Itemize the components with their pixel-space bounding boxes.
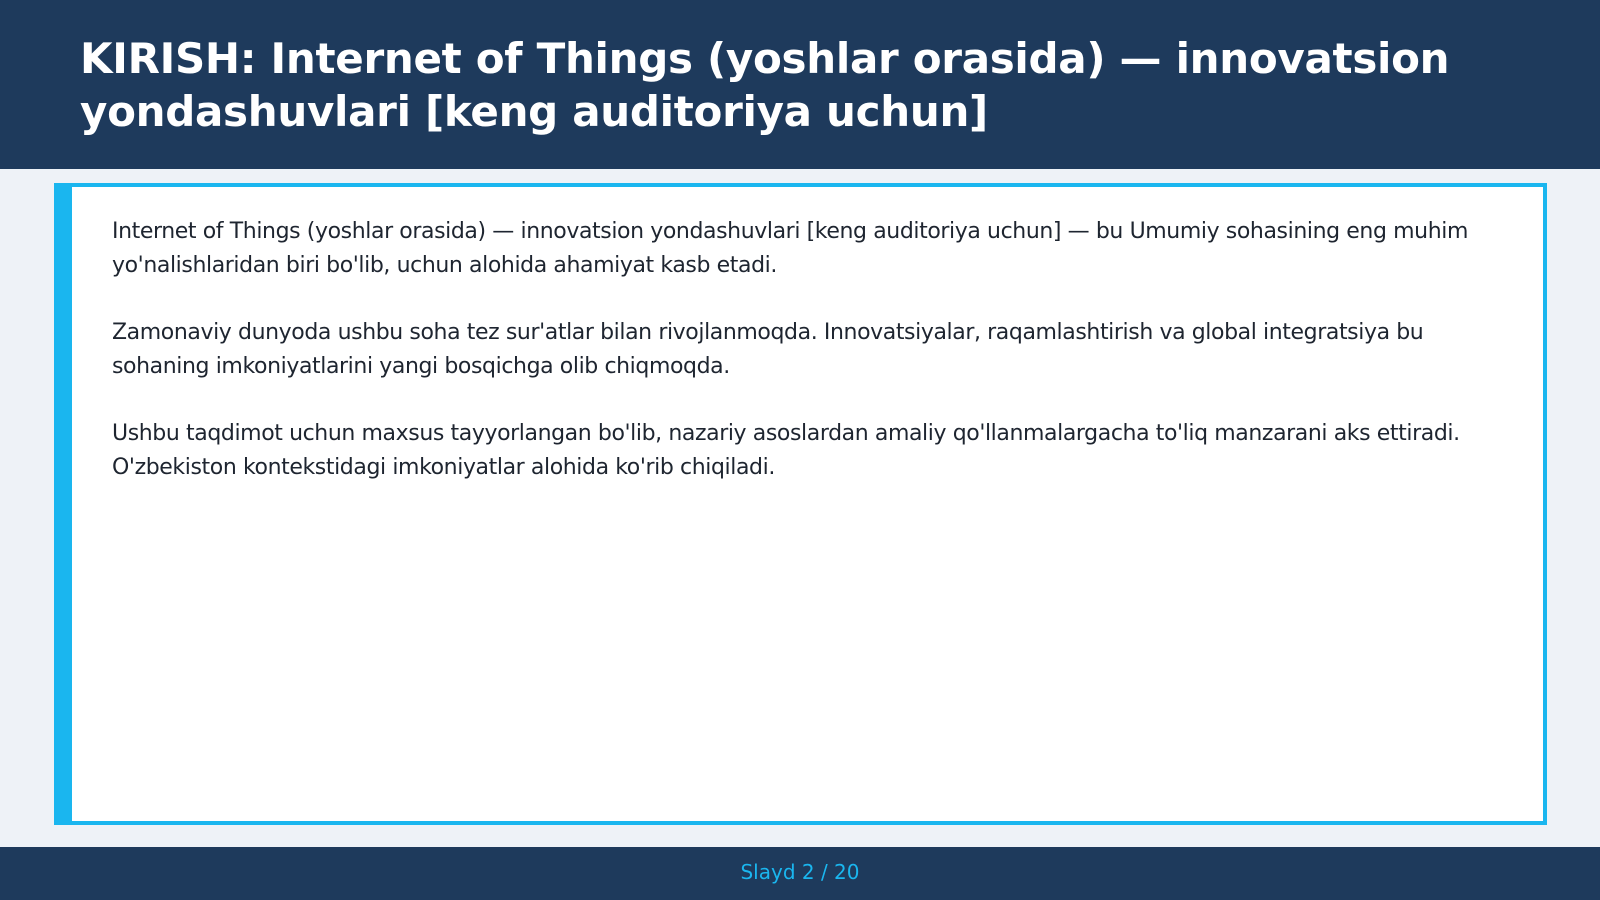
content-paragraph: Ushbu taqdimot uchun maxsus tayyorlangan bo'lib, nazariy asoslardan amaliy qo'llanmalargacha to'liq manzarani aks ettiradi. O'zbekiston kontekstidagi imkoniyatlar alohida ko'rib chiqiladi. [112,421,1460,480]
content-paragraph: Internet of Things (yoshlar orasida) — innovatsion yondashuvlari [keng auditoriya uchun] — bu Umumiy sohasining eng muhim yo'nalishlaridan biri bo'lib, uchun alohida ahamiyat kasb etadi. [112,219,1468,278]
slide-title: KIRISH: Internet of Things (yoshlar orasida) — innovatsion yondashuvlari [keng auditoriya uchun] [80,34,1450,136]
slide-number: Slayd 2 / 20 [740,860,860,884]
content-paragraph: Zamonaviy dunyoda ushbu soha tez sur'atlar bilan rivojlanmoqda. Innovatsiyalar, raqamlashtirish va global integratsiya bu sohaning imkoniyatlarini yangi bosqichga olib chiqmoqda. [112,320,1424,379]
content-card [54,183,1547,825]
slide-header [0,0,1600,169]
slide-footer [0,847,1600,900]
